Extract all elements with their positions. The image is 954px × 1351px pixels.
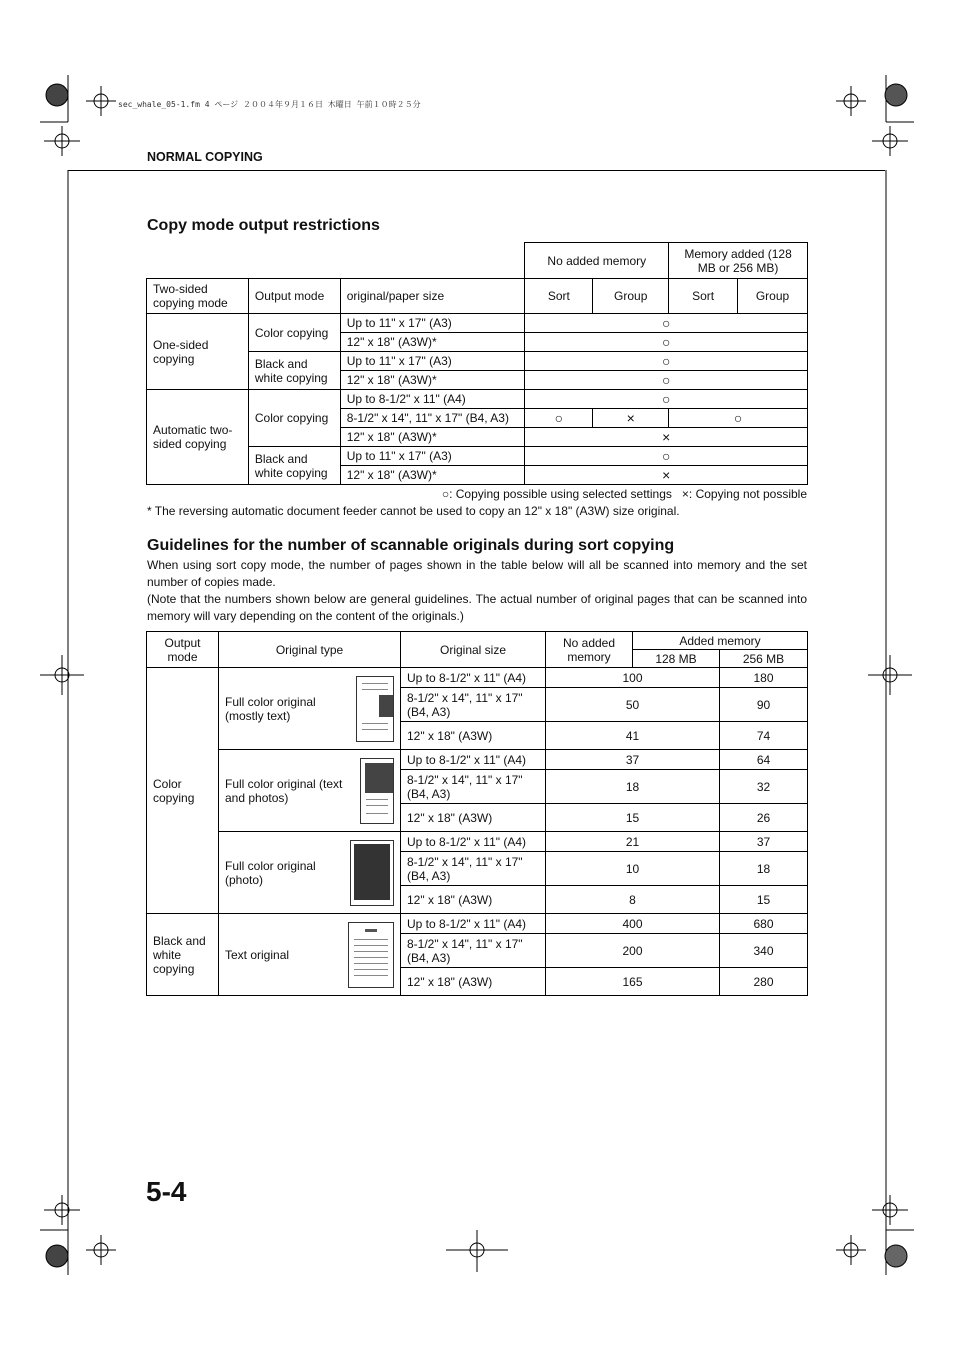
size-cell: Up to 11" x 17" (A3) xyxy=(340,314,525,333)
size-cell: 12" x 18" (A3W)* xyxy=(340,371,525,390)
size-cell: 12" x 18" (A3W) xyxy=(401,722,546,750)
original-type-cell xyxy=(219,668,401,750)
col-group: Group xyxy=(593,279,669,314)
size-cell: Up to 8-1/2" x 11" (A4) xyxy=(340,390,525,409)
col-added-memory: Added memory xyxy=(633,632,808,650)
text-only-document-icon xyxy=(348,922,394,988)
cross-icon: × xyxy=(681,487,689,501)
size-cell: Up to 11" x 17" (A3) xyxy=(340,352,525,371)
output-color: Color copying xyxy=(248,314,340,352)
size-cell: Up to 8-1/2" x 11" (A4) xyxy=(401,832,546,852)
value-128mb: 50 xyxy=(546,688,720,722)
value-128mb: 37 xyxy=(546,750,720,770)
size-cell: 12" x 18" (A3W)* xyxy=(340,428,525,447)
value-256mb: 15 xyxy=(720,886,808,914)
col-no-memory: No added memory xyxy=(546,632,633,668)
value-128mb: 8 xyxy=(546,886,720,914)
guidelines-para-2: (Note that the numbers shown below are general guidelines. The actual number of original pages that can be scanned into memory will vary depending on the content of the originals.) xyxy=(147,592,807,623)
col-256mb: 256 MB xyxy=(720,650,808,668)
size-cell: 12" x 18" (A3W)* xyxy=(340,466,525,485)
value-256mb: 180 xyxy=(720,668,808,688)
col-two-sided-mode: Two-sided copying mode xyxy=(147,279,249,314)
legend xyxy=(147,487,807,501)
legend-not-possible: : Copying not possible xyxy=(688,487,807,501)
col-size: original/paper size xyxy=(340,279,525,314)
value-256mb: 280 xyxy=(720,968,808,996)
possible-mark: ○ xyxy=(525,390,808,409)
value-128mb: 400 xyxy=(546,914,720,934)
value-256mb: 18 xyxy=(720,852,808,886)
mode-one-sided: One-sided copying xyxy=(147,314,249,390)
value-128mb: 100 xyxy=(546,668,720,688)
size-cell: 8-1/2" x 14", 11" x 17" (B4, A3) xyxy=(401,852,546,886)
size-cell: Up to 11" x 17" (A3) xyxy=(340,447,525,466)
not-possible-mark: × xyxy=(525,466,808,485)
type-label: Full color original (mostly text) xyxy=(225,694,316,723)
value-128mb: 18 xyxy=(546,770,720,804)
text-photo-document-icon xyxy=(360,758,394,824)
type-label: Text original xyxy=(225,947,290,962)
circle-icon: ○ xyxy=(441,487,450,501)
size-cell: 8-1/2" x 14", 11" x 17" (B4, A3) xyxy=(340,409,525,428)
output-bw: Black and white copying xyxy=(248,352,340,390)
possible-mark: ○ xyxy=(525,352,808,371)
mode-auto-two-sided: Automatic two-sided copying xyxy=(147,390,249,485)
size-cell: Up to 8-1/2" x 11" (A4) xyxy=(401,668,546,688)
possible-mark: ○ xyxy=(525,409,593,428)
output-color: Color copying xyxy=(147,668,219,914)
not-possible-mark: × xyxy=(525,428,808,447)
footnote: * The reversing automatic document feeder cannot be used to copy an 12" x 18" (A3W) size original. xyxy=(147,504,680,518)
col-sort: Sort xyxy=(669,279,738,314)
page-number: 5-4 xyxy=(146,1176,187,1207)
value-256mb: 26 xyxy=(720,804,808,832)
possible-mark: ○ xyxy=(669,409,808,428)
col-memory-added: Memory added (128 MB or 256 MB) xyxy=(669,243,808,279)
possible-mark: ○ xyxy=(525,333,808,352)
output-bw: Black and white copying xyxy=(147,914,219,996)
original-type-cell xyxy=(219,750,401,832)
section-header: NORMAL COPYING xyxy=(147,150,263,164)
size-cell: 8-1/2" x 14", 11" x 17" (B4, A3) xyxy=(401,770,546,804)
restrictions-table xyxy=(146,242,808,485)
type-label: Full color original (photo) xyxy=(225,858,316,887)
original-type-cell xyxy=(219,914,401,996)
output-bw: Black and white copying xyxy=(248,447,340,485)
guidelines-title: Guidelines for the number of scannable originals during sort copying xyxy=(147,537,675,554)
size-cell: Up to 8-1/2" x 11" (A4) xyxy=(401,914,546,934)
output-color: Color copying xyxy=(248,390,340,447)
value-128mb: 21 xyxy=(546,832,720,852)
col-output-mode: Output mode xyxy=(147,632,219,668)
photo-document-icon xyxy=(350,840,394,906)
value-128mb: 15 xyxy=(546,804,720,832)
guidelines-para-1: When using sort copy mode, the number of pages shown in the table below will all be scanned into memory and the set number of copies made. xyxy=(147,558,807,589)
possible-mark: ○ xyxy=(525,447,808,466)
type-label: Full color original (text and photos) xyxy=(225,776,343,805)
size-cell: 12" x 18" (A3W) xyxy=(401,804,546,832)
value-128mb: 200 xyxy=(546,934,720,968)
header-divider xyxy=(68,170,885,171)
size-cell: 8-1/2" x 14", 11" x 17" (B4, A3) xyxy=(401,934,546,968)
value-256mb: 680 xyxy=(720,914,808,934)
restrictions-title: Copy mode output restrictions xyxy=(147,217,380,234)
file-stamp: sec_whale_05-1.fm 4 ページ ２００４年９月１６日 木曜日 午前１０時２５分 xyxy=(118,100,421,109)
col-128mb: 128 MB xyxy=(633,650,720,668)
col-group: Group xyxy=(738,279,808,314)
not-possible-mark: × xyxy=(593,409,669,428)
size-cell: 8-1/2" x 14", 11" x 17" (B4, A3) xyxy=(401,688,546,722)
table-corner xyxy=(147,243,525,279)
original-type-cell xyxy=(219,832,401,914)
value-256mb: 64 xyxy=(720,750,808,770)
value-128mb: 10 xyxy=(546,852,720,886)
col-sort: Sort xyxy=(525,279,593,314)
size-cell: 12" x 18" (A3W)* xyxy=(340,333,525,352)
legend-possible: : Copying possible using selected settings xyxy=(449,487,672,501)
possible-mark: ○ xyxy=(525,314,808,333)
value-256mb: 74 xyxy=(720,722,808,750)
value-256mb: 340 xyxy=(720,934,808,968)
value-256mb: 90 xyxy=(720,688,808,722)
col-original-size: Original size xyxy=(401,632,546,668)
text-document-icon xyxy=(356,676,394,742)
possible-mark: ○ xyxy=(525,371,808,390)
col-output-mode: Output mode xyxy=(248,279,340,314)
size-cell: Up to 8-1/2" x 11" (A4) xyxy=(401,750,546,770)
size-cell: 12" x 18" (A3W) xyxy=(401,886,546,914)
value-256mb: 37 xyxy=(720,832,808,852)
value-128mb: 165 xyxy=(546,968,720,996)
guidelines-text xyxy=(147,557,807,625)
col-no-memory: No added memory xyxy=(525,243,669,279)
guidelines-table xyxy=(146,631,808,996)
value-256mb: 32 xyxy=(720,770,808,804)
value-128mb: 41 xyxy=(546,722,720,750)
size-cell: 12" x 18" (A3W) xyxy=(401,968,546,996)
col-original-type: Original type xyxy=(219,632,401,668)
